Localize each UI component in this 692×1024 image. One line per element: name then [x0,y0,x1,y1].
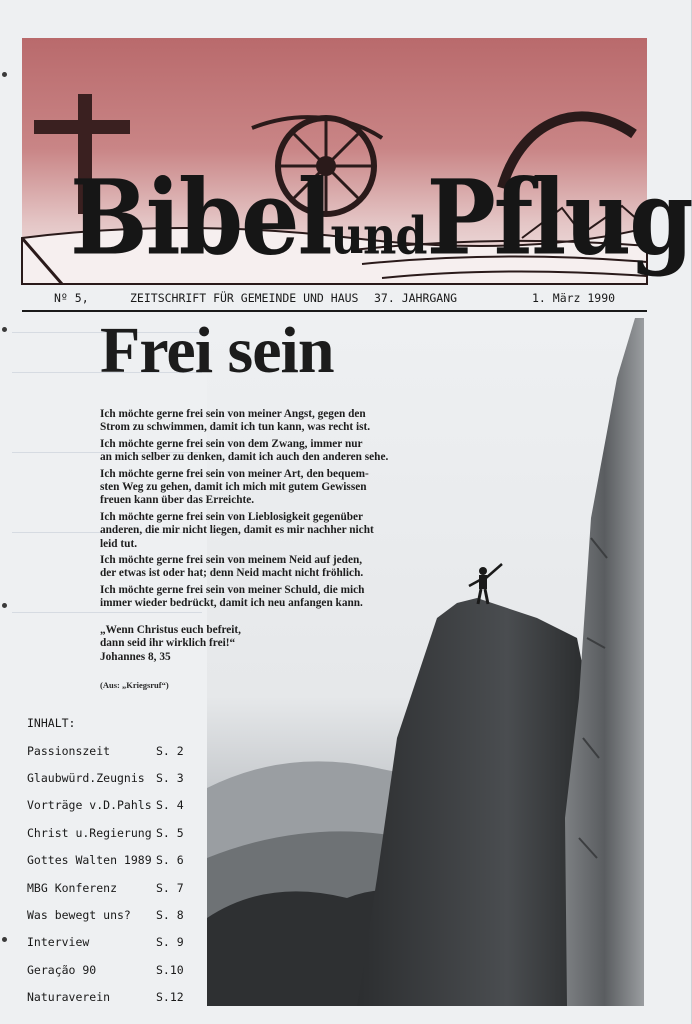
issue-number: Nº 5, [54,291,89,305]
article-paragraph [100,468,430,508]
toc-item[interactable] [27,798,184,812]
quote-reference: Johannes 8, 35 [100,650,171,663]
toc-item-page: S. 2 [156,744,184,758]
toc-heading: INHALT: [27,716,76,730]
article-headline: Frei sein [100,314,334,387]
text-line: Ich möchte gerne frei sein von dem Zwang, immer nur [100,437,363,450]
text-line: immer wieder bedrückt, damit ich neu anfangen kann. [100,597,363,610]
issue-info-bar [22,288,647,312]
article-paragraph [100,554,430,581]
article-paragraph [100,584,430,611]
text-line: Ich möchte gerne frei sein von meinem Neid auf jeden, [100,554,363,567]
issue-volume: 37. JAHRGANG [374,291,458,305]
issue-subtitle: ZEITSCHRIFT FÜR GEMEINDE UND HAUS [130,291,359,305]
masthead-title-und: und [330,205,427,266]
toc-item-title: Was bewegt uns? [27,908,131,922]
toc-item[interactable] [27,853,184,867]
article-source: (Aus: „Kriegsruf“) [100,680,169,690]
toc-item-page: S. 4 [156,798,184,812]
toc-item-title: Vorträge v.D.Pahls [27,798,152,812]
article-paragraph [100,438,430,465]
article-paragraph [100,408,430,435]
text-line: der etwas ist oder hat; denn Neid macht nicht fröhlich. [100,567,364,580]
toc-item[interactable] [27,826,184,840]
toc-item-page: S. 3 [156,771,184,785]
toc-item[interactable] [27,935,184,949]
toc-item[interactable] [27,963,184,977]
text-line: freuen kann über das Erreichte. [100,494,255,507]
toc-item-page: S. 8 [156,908,184,922]
text-line: Ich möchte gerne frei sein von meiner Schuld, die mich [100,583,365,596]
text-line: leid tut. [100,537,138,550]
toc-item[interactable] [27,881,184,895]
toc-item-title: Geração 90 [27,963,97,977]
issue-date: 1. März 1990 [532,291,616,305]
toc-item[interactable] [27,908,184,922]
toc-item-title: Gottes Walten 1989 [27,853,152,867]
bible-quote [100,624,400,664]
binder-hole [2,937,7,942]
binder-hole [2,603,7,608]
toc-item-title: Passionszeit [27,744,111,758]
toc-item-page: S. 6 [156,853,184,867]
article-body [100,408,430,614]
toc-item-title: Interview [27,935,90,949]
toc-item[interactable] [27,771,184,785]
masthead-title-main: Bibel [70,157,331,278]
text-line: an mich selber zu denken, damit ich auch den anderen sehe. [100,451,389,464]
toc-item-page: S. 7 [156,881,184,895]
text-line: anderen, die mir nicht liegen, damit es mir nachher nicht [100,524,374,537]
text-line: Ich möchte gerne frei sein von meiner Angst, gegen den [100,408,366,420]
toc-item[interactable] [27,744,184,758]
text-line: Ich möchte gerne frei sein von Lieblosigkeit gegenüber [100,510,364,523]
quote-line: dann seid ihr wirklich frei!“ [100,637,236,650]
text-line: Strom zu schwimmen, damit ich tun kann, was recht ist. [100,421,371,434]
toc-item-page: S.12 [156,990,184,1004]
toc-item-title: MBG Konferenz [27,881,118,895]
toc-item-page: S.10 [156,963,184,977]
toc-item[interactable] [27,990,184,1004]
toc-item-title: Christ u.Regierung [27,826,152,840]
masthead [22,38,692,284]
toc-item-page: S. 5 [156,826,184,840]
quote-line: „Wenn Christus euch befreit, [100,624,242,636]
text-line: Ich möchte gerne frei sein von meiner Art, den bequem- [100,467,369,480]
binder-hole [2,72,7,77]
toc-item-title: Naturaverein [27,990,111,1004]
masthead-title-end: Pflug [426,157,692,278]
article-paragraph [100,511,430,551]
toc-item-title: Glaubwürd.Zeugnis [27,771,145,785]
masthead-title [70,157,692,278]
binder-hole [2,327,7,332]
toc-item-page: S. 9 [156,935,184,949]
text-line: sten Weg zu gehen, damit ich mich mit gutem Gewissen [100,481,367,494]
